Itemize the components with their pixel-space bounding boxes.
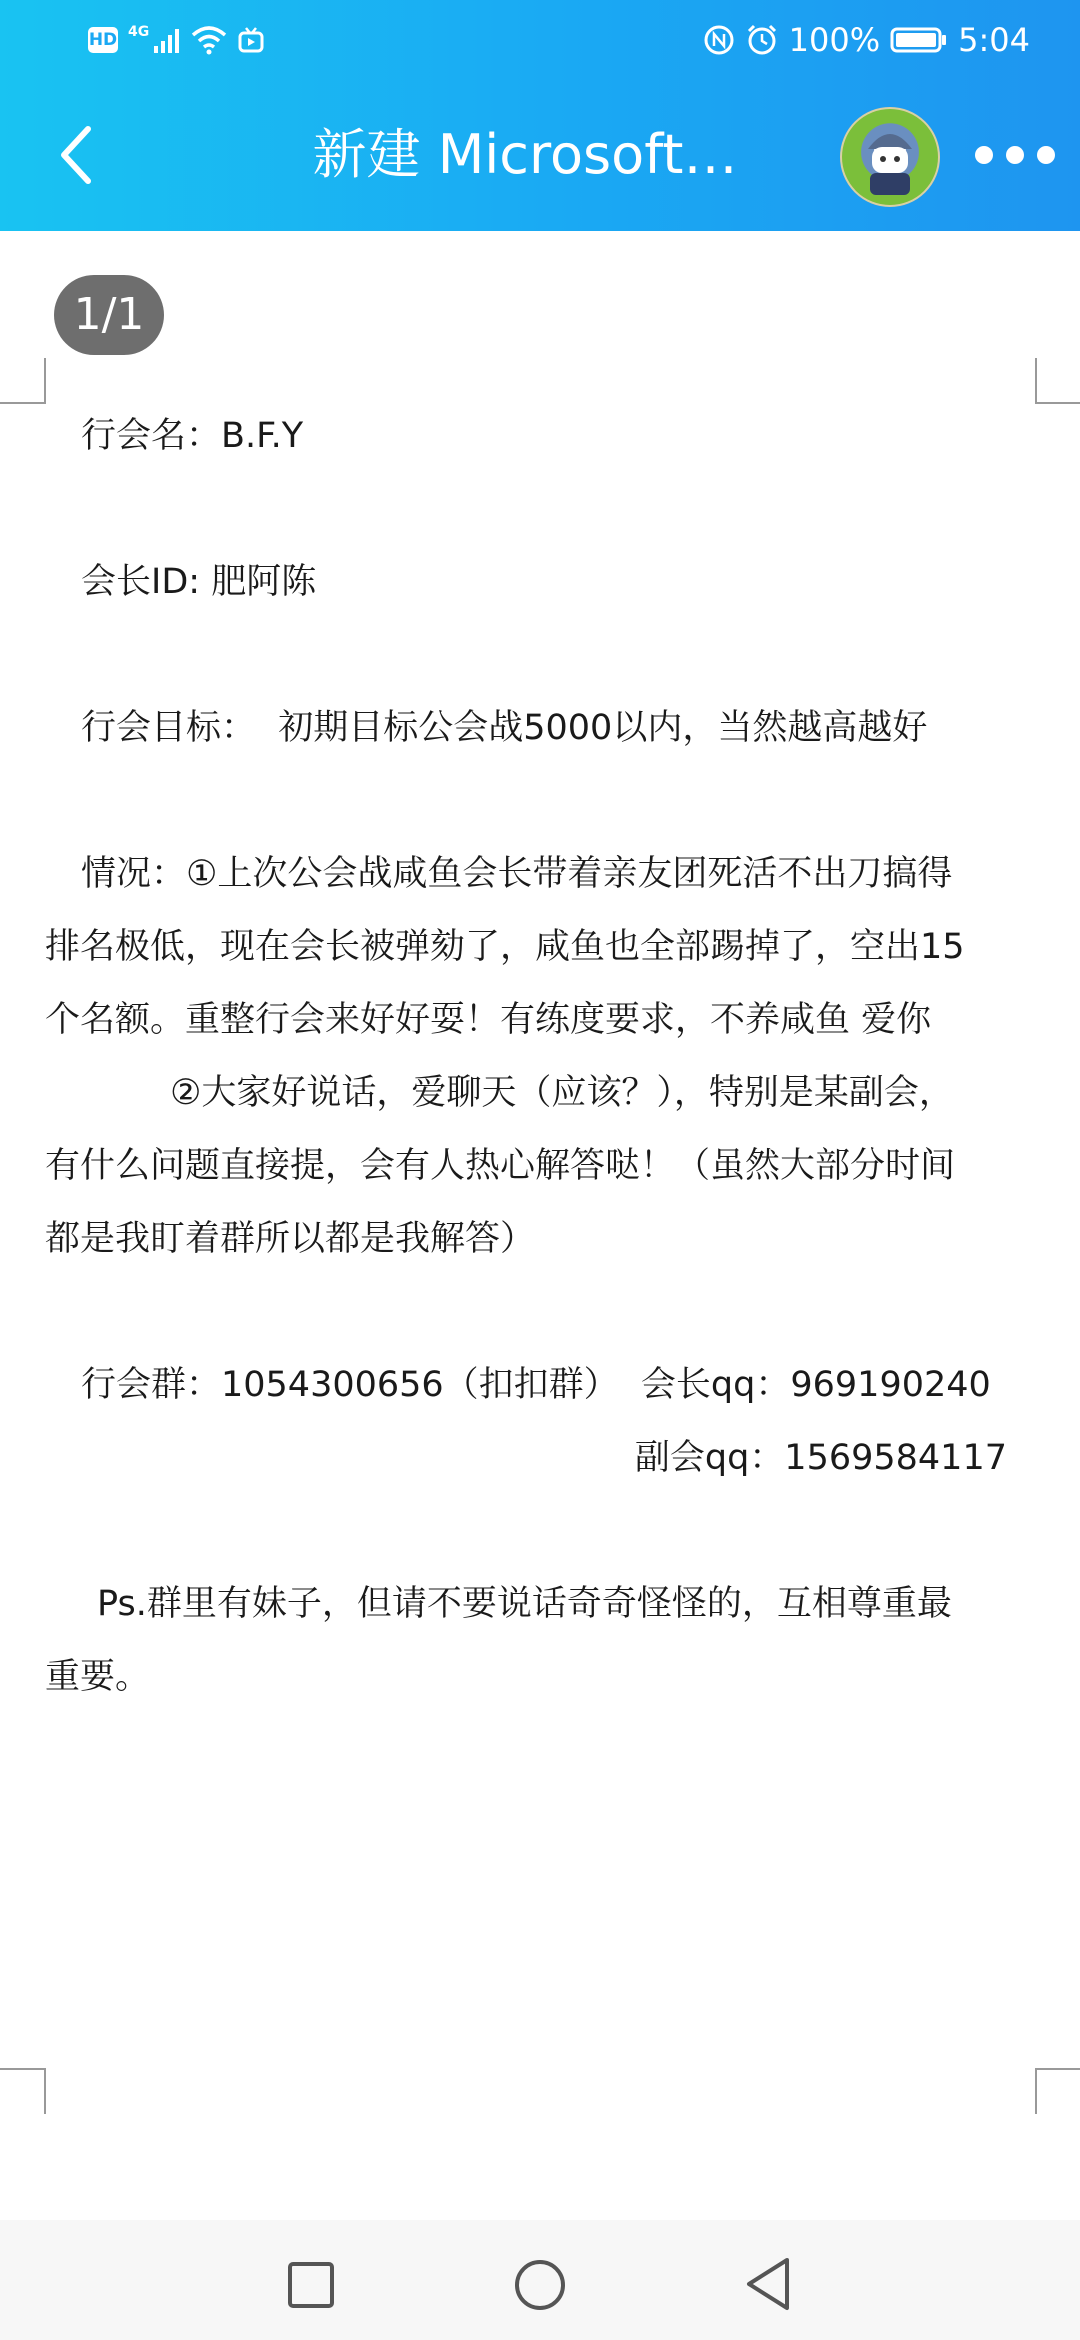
blank-line bbox=[45, 619, 1035, 692]
page-corner-mark bbox=[1035, 358, 1080, 404]
situation-line: 个名额。重整行会来好好耍！有练度要求，不养咸鱼 爱你 bbox=[45, 1000, 932, 1040]
goal-line: 行会目标： 初期目标公会战5000以内，当然越高越好 bbox=[81, 708, 928, 748]
blank-line bbox=[45, 1495, 1035, 1568]
ps-line: Ps.群里有妹子，但请不要说话奇奇怪怪的，互相尊重最 bbox=[97, 1584, 952, 1624]
hd-icon: HD bbox=[88, 27, 118, 53]
guild-name-line: 行会名：B.F.Y bbox=[81, 416, 304, 456]
ps-line: 重要。 bbox=[45, 1657, 151, 1697]
page-corner-mark bbox=[0, 2068, 46, 2114]
more-options-button[interactable] bbox=[975, 130, 1055, 180]
more-dot bbox=[1037, 146, 1055, 164]
blank-line bbox=[45, 1276, 1035, 1349]
leader-id-line: 会长ID: 肥阿陈 bbox=[81, 562, 317, 602]
battery-percent: 100% bbox=[788, 21, 881, 59]
media-icon bbox=[237, 26, 265, 54]
status-bar bbox=[0, 0, 1080, 80]
group-contact-line: 行会群：1054300656（扣扣群） 会长qq：969190240 bbox=[81, 1365, 991, 1405]
situation-line: 情况：①上次公会战咸鱼会长带着亲友团死活不出刀搞得 bbox=[81, 854, 953, 894]
situation-line: 有什么问题直接提，会有人热心解答哒！（虽然大部分时间 bbox=[45, 1146, 956, 1186]
more-dot bbox=[1006, 146, 1024, 164]
user-avatar[interactable] bbox=[840, 107, 940, 207]
system-navigation-bar bbox=[0, 2220, 1080, 2340]
triangle-back-icon[interactable] bbox=[743, 2256, 793, 2312]
document-title: 新建 Microsoft… bbox=[312, 125, 738, 185]
more-dot bbox=[975, 146, 993, 164]
page-corner-mark bbox=[0, 358, 46, 404]
situation-line: 排名极低，现在会长被弹劾了，咸鱼也全部踢掉了，空出15 bbox=[45, 927, 965, 967]
square-icon[interactable] bbox=[286, 2260, 336, 2310]
back-button[interactable] bbox=[40, 115, 120, 195]
app-header bbox=[0, 0, 1080, 231]
battery-icon bbox=[890, 26, 948, 54]
navigation-bar bbox=[0, 95, 1080, 215]
blank-line bbox=[45, 765, 1035, 838]
page-corner-mark bbox=[1035, 2068, 1080, 2114]
wifi-icon bbox=[191, 25, 227, 55]
avatar-character-icon bbox=[842, 109, 938, 205]
status-right-group bbox=[703, 18, 1030, 62]
signal-icon bbox=[153, 26, 181, 54]
situation-line: 都是我盯着群所以都是我解答） bbox=[45, 1219, 536, 1259]
vice-qq-line: 副会qq：1569584117 bbox=[634, 1438, 1007, 1478]
page-indicator: 1/1 bbox=[54, 275, 164, 355]
nfc-icon bbox=[703, 24, 735, 56]
alarm-icon bbox=[745, 23, 779, 57]
clock-time: 5:04 bbox=[958, 21, 1030, 59]
circle-icon[interactable] bbox=[513, 2258, 567, 2312]
blank-line bbox=[45, 473, 1035, 546]
situation-line: ②大家好说话，爱聊天（应该？），特别是某副会， bbox=[170, 1073, 954, 1113]
status-left-group bbox=[88, 22, 265, 58]
document-body bbox=[45, 400, 1035, 1714]
network-type-label: 4G bbox=[128, 24, 150, 40]
chevron-left-icon bbox=[40, 115, 120, 195]
